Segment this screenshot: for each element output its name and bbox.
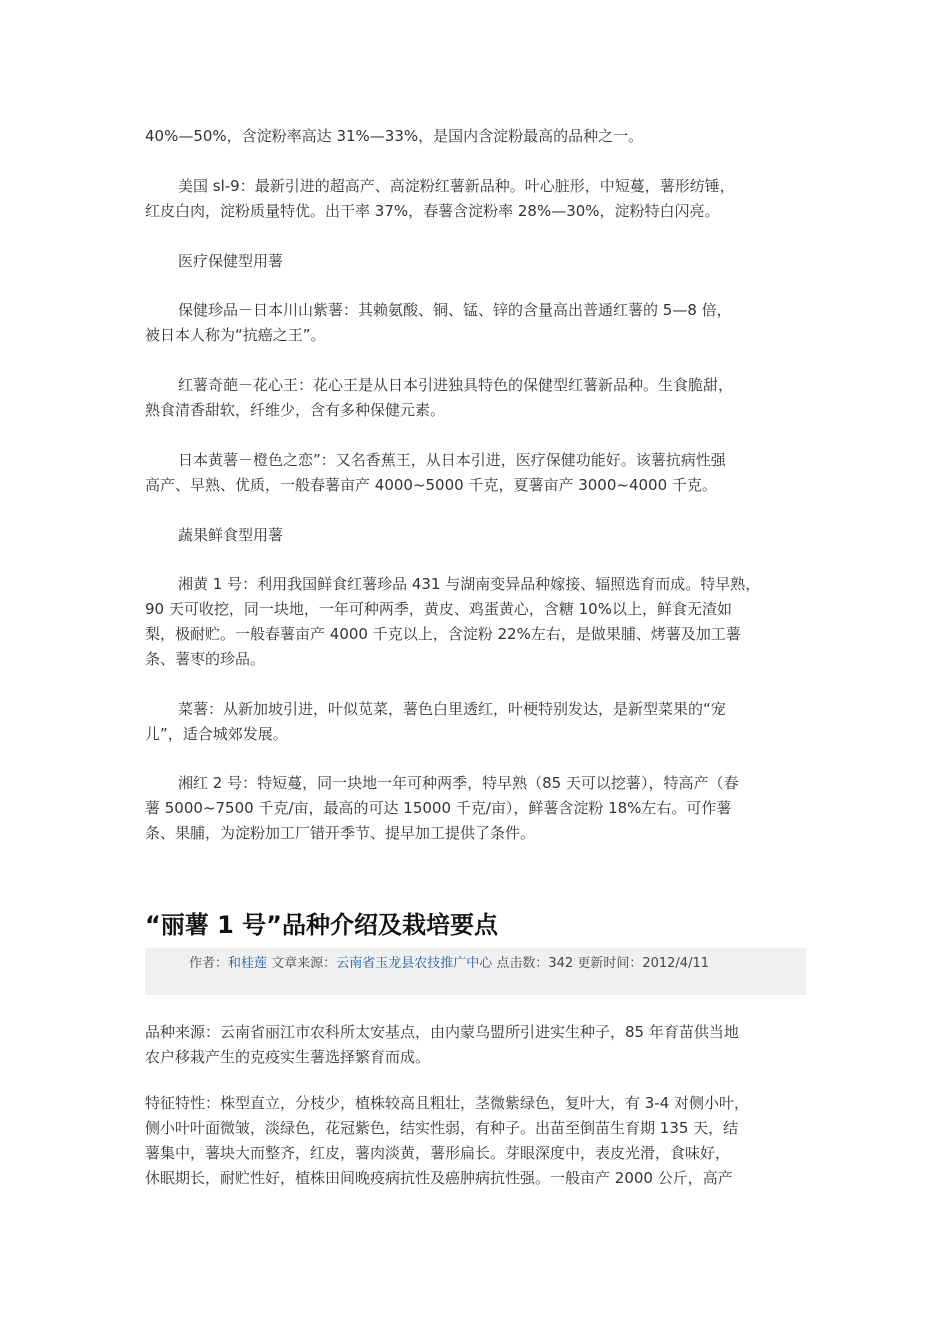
paragraph-caishu bbox=[145, 697, 726, 747]
text-line: 高产、早熟、优质，一般春薯亩产 4000~5000 千克，夏薯亩产 3000~4000 千克。 bbox=[145, 476, 717, 494]
text-line: 梨，极耐贮。一般春薯亩产 4000 千克以上，含淀粉 22%左右，是做果脯、烤薯及加工薯 bbox=[145, 625, 741, 643]
paragraph-sl9 bbox=[145, 174, 735, 224]
clicks-label: 点击数： bbox=[496, 956, 549, 971]
article-meta-line bbox=[189, 955, 709, 973]
text-line: 湘黄 1 号：利用我国鲜食红薯珍品 431 与湖南变异品种嫁接、辐照选育而成。特早熟， bbox=[178, 575, 761, 593]
paragraph-purple-yam bbox=[145, 298, 732, 348]
paragraph-features bbox=[145, 1091, 749, 1191]
paragraph-origin bbox=[145, 1020, 739, 1070]
author-link[interactable]: 和桂莲 bbox=[228, 956, 268, 971]
text-line: 湘红 2 号：特短蔓，同一块地一年可种两季，特早熟（85 天可以挖薯），特高产（春 bbox=[178, 774, 739, 792]
text-line: 儿”，适合城郊发展。 bbox=[145, 725, 288, 743]
source-label: 文章来源： bbox=[271, 956, 337, 971]
updated-date: 2012/4/11 bbox=[642, 956, 710, 971]
updated-label: 更新时间： bbox=[577, 956, 643, 971]
article-title: “丽薯 1 号”品种介绍及栽培要点 bbox=[145, 911, 498, 939]
section-label-medical bbox=[145, 249, 283, 274]
text-line: 薯集中，薯块大而整齐，红皮，薯肉淡黄，薯形扁长。芽眼深度中，表皮光滑，食味好， bbox=[145, 1144, 731, 1162]
text-line: 菜薯：从新加坡引进，叶似苋菜，薯色白里透红，叶梗特别发达，是新型菜果的“宠 bbox=[178, 700, 726, 718]
paragraph-huaxinwang bbox=[145, 373, 733, 423]
text-line: 红薯奇葩－花心王：花心王是从日本引进独具特色的保健型红薯新品种。生食脆甜， bbox=[178, 376, 734, 394]
text-line: 农户移栽产生的克疫实生薯选择繁育而成。 bbox=[145, 1048, 431, 1066]
paragraph-orange-love bbox=[145, 448, 726, 498]
text-line: 薯 5000~7500 千克/亩，最高的可达 15000 千克/亩），鲜薯含淀粉 18%左右。可作薯 bbox=[145, 799, 732, 817]
text-line: 休眠期长，耐贮性好，植株田间晚疫病抗性及癌肿病抗性强。一般亩产 2000 公斤，高产 bbox=[145, 1169, 733, 1187]
text-line: 侧小叶叶面微皱，淡绿色，花冠紫色，结实性弱，有种子。出苗至倒苗生育期 135 天，结 bbox=[145, 1119, 739, 1137]
text-line: 美国 sl-9：最新引进的超高产、高淀粉红薯新品种。叶心脏形，中短蔓，薯形纺锤， bbox=[178, 177, 735, 195]
text-line: 日本黄薯－橙色之恋”：又名香蕉王，从日本引进，医疗保健功能好。该薯抗病性强 bbox=[178, 451, 726, 469]
section-label-fresh bbox=[145, 523, 283, 548]
paragraph-xianghong bbox=[145, 771, 738, 846]
text-line: 保健珍品－日本川山紫薯：其赖氨酸、铜、锰、锌的含量高出普通红薯的 5—8 倍， bbox=[178, 301, 732, 319]
source-link[interactable]: 云南省玉龙县农技推广中心 bbox=[336, 956, 493, 971]
author-label: 作者： bbox=[189, 956, 229, 971]
text-line: 90 天可收挖，同一块地，一年可种两季，黄皮、鸡蛋黄心，含糖 10%以上，鲜食无渣如 bbox=[145, 600, 732, 618]
text-line: 熟食清香甜软，纤维少，含有多种保健元素。 bbox=[145, 401, 446, 419]
text-line: 40%—50%，含淀粉率高达 31%—33%，是国内含淀粉最高的品种之一。 bbox=[145, 127, 644, 145]
paragraph-xianghuang bbox=[145, 572, 760, 672]
text-line: 被日本人称为“抗癌之王”。 bbox=[145, 326, 326, 344]
paragraph-starch-continued bbox=[145, 124, 643, 149]
text-line: 条、果脯，为淀粉加工厂错开季节、提早加工提供了条件。 bbox=[145, 824, 536, 842]
text-line: 条、薯枣的珍品。 bbox=[145, 650, 266, 668]
text-line: 特征特性：株型直立，分枝少，植株较高且粗壮，茎微紫绿色，复叶大，有 3-4 对侧小叶， bbox=[145, 1094, 750, 1112]
text-line: 医疗保健型用薯 bbox=[178, 252, 284, 270]
clicks-count: 342 bbox=[548, 956, 574, 971]
text-line: 蔬果鲜食型用薯 bbox=[178, 526, 284, 544]
article-meta-bar bbox=[145, 948, 806, 995]
text-line: 红皮白肉，淀粉质量特优。出干率 37%，春薯含淀粉率 28%—30%，淀粉特白闪亮。 bbox=[145, 202, 720, 220]
text-line: 品种来源：云南省丽江市农科所太安基点，由内蒙乌盟所引进实生种子，85 年育苗供当地 bbox=[145, 1023, 739, 1041]
